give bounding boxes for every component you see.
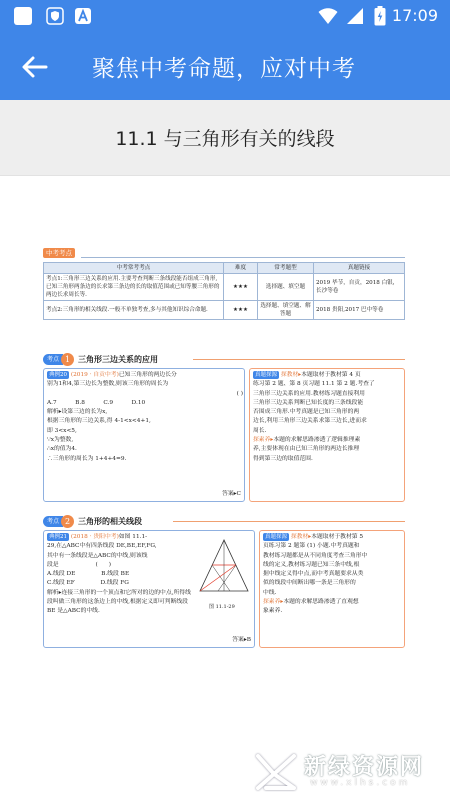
source-tag: 真题探源	[255, 372, 278, 378]
example-options: C.线段 EF D.线段 FG	[47, 580, 129, 587]
table-cell: 考点1:三角形三边关系的应用.主要考查判断三条线段能否组成三角形,已知三角形两条边的长求第三条边的长的取值范围或已知等腰三角形的两边长求周长等.	[44, 274, 224, 301]
section-header	[0, 100, 450, 176]
example-text-line: 段叫做三角形的这条边上的中线,根据定义即可判断线段	[47, 599, 188, 606]
divider	[173, 521, 405, 522]
table-cell: 选择题、填空题、解答题	[258, 301, 314, 320]
watermark	[254, 750, 432, 794]
example-source: (2018 · 贵阳中考)	[70, 534, 119, 540]
key-point-number: 1	[61, 353, 74, 366]
source-text-line: 页练习第 2 题第 (1) 小题.中考真题和	[263, 543, 360, 550]
source-text-line: 练习第 2 题、第 8 页习题 11.1 第 2 题.考查了	[253, 381, 375, 388]
table-cell: ★★★	[224, 301, 258, 320]
source-text-line: 边长,利用三角形三边关系求第三边长,进而求	[253, 418, 367, 425]
source-text-line: 本题取材于教材第 5	[311, 534, 364, 540]
divider	[81, 257, 405, 258]
key-point-badge: 考点	[43, 516, 63, 527]
source-text-line: 本题取材于教材第 4 页	[301, 372, 361, 378]
example-text-line: ( )	[236, 390, 243, 397]
status-time: 17:09	[391, 6, 438, 25]
status-bar	[0, 0, 450, 32]
source-text-line: 据中线定义得中点,而中考真题要求从类	[263, 571, 364, 578]
source-text-line: 三角形三边关系的应用.教材练习题直接利用	[253, 390, 365, 397]
table-row	[44, 274, 405, 301]
key-point-title: 三角形的相关线段	[78, 515, 143, 526]
example-answer: 答案▸B	[232, 637, 251, 643]
literacy-text-line: 得到第三边的取值范围.	[253, 455, 313, 462]
example-options: A.线段 DE B.线段 BE	[47, 571, 130, 578]
example-text-line: 即 3<x<5,	[47, 427, 77, 434]
wifi-icon	[318, 7, 338, 25]
example-text-line: 已知三角形的两边长分	[118, 372, 177, 378]
source-text-line: 教材练习题都是从不同角度考查三角形中	[263, 552, 368, 559]
source-text-line: 否围成三角形.中考真题是已知三角形的两	[253, 409, 360, 416]
divider	[193, 359, 405, 360]
back-arrow-icon[interactable]	[18, 50, 52, 84]
signal-icon	[346, 8, 364, 24]
key-point-badge: 考点	[43, 354, 63, 365]
example-text-line: ∵x为整数,	[47, 437, 74, 444]
table-cell: 选择题、填空题	[258, 274, 314, 301]
example-text-line: 根据三角形的三边关系,得 4-1<x<4+1,	[47, 418, 151, 425]
table-cell: 2018 贵阳,2017 巴中等卷	[314, 301, 405, 320]
app-notification-icon	[14, 7, 32, 25]
example-tag: 典例21	[49, 534, 67, 540]
figure-caption: 图 11.1-29	[209, 604, 235, 610]
literacy-tag: 探素养▸	[263, 599, 284, 606]
source-subtag: 探教材▸	[290, 534, 312, 540]
example-text-line: 别为1和4,第三边长为整数,则该三角形的周长为	[47, 381, 169, 388]
table-cell: ★★★	[224, 274, 258, 301]
source-box-2	[259, 530, 405, 648]
table-header: 常考题型	[258, 263, 314, 274]
example-text-line: 如图 11.1-	[118, 534, 148, 540]
example-20-box	[43, 368, 245, 502]
key-point-2-header	[43, 514, 142, 528]
key-point-title: 三角形三边关系的应用	[78, 353, 159, 364]
watermark-name: 新绿资源网	[304, 755, 425, 780]
site-logo-icon	[254, 752, 298, 792]
source-text-line: 似的线段中间断出哪一条是三角形的	[263, 580, 356, 587]
source-box-1	[249, 368, 405, 502]
example-text-line: 段是 ( )	[47, 561, 112, 568]
literacy-text-line: 象素养.	[263, 608, 283, 615]
literacy-text-line: 本题的求解思路渗透了直观想	[283, 599, 359, 606]
table-header: 中考常考考点	[44, 263, 224, 274]
exam-points-tag: 中考考点	[43, 248, 75, 258]
triangle-figure	[196, 537, 252, 599]
literacy-text-line: 本题的求解思路渗透了逻辑推理素	[273, 437, 361, 444]
source-text-line: 线的定义,教材练习题已知三条中线,根	[263, 561, 360, 568]
example-source: (2019 · 自贡中考)	[70, 372, 119, 378]
example-text-line: 解析▸连接三角形的一个顶点和它所对的边的中点,所得线	[47, 589, 191, 596]
example-21-box	[43, 530, 255, 648]
example-text-line: BE 是△ABC的中线.	[47, 608, 100, 615]
source-text-line: 三角形三边关系判断已知长度的三条线段能	[253, 399, 364, 406]
table-row	[44, 301, 405, 320]
source-tag: 真题探源	[265, 534, 288, 540]
literacy-text-line: 养,主要体现在由已知三角形的两边长推理	[253, 446, 360, 453]
exam-points-table	[43, 262, 405, 320]
app-bar	[0, 32, 450, 100]
example-text-line: 其中有一条线段是△ABC的中线,则该线	[47, 552, 148, 559]
key-point-number: 2	[61, 515, 74, 528]
shield-icon	[46, 7, 64, 25]
example-options: A.7 B.8 C.9 D.10	[47, 399, 146, 406]
example-text-line: ∴三角形的周长为 1+4+4=9.	[47, 455, 127, 462]
source-subtag: 探教材▸	[280, 372, 302, 378]
watermark-url: www.xlhs.com	[310, 778, 411, 788]
example-tag: 典例20	[49, 372, 67, 378]
table-header: 难度	[224, 263, 258, 274]
source-text-line: 中线.	[263, 589, 277, 596]
textbook-page-image[interactable]	[43, 248, 405, 650]
literacy-tag: 探素养▸	[253, 437, 274, 444]
source-text-line: 周长.	[253, 427, 267, 434]
page-title: 聚焦中考命题，应对中考	[92, 56, 356, 82]
key-point-1-header	[43, 352, 158, 366]
section-title: 11.1 与三角形有关的线段	[115, 128, 335, 150]
a-app-icon	[74, 7, 92, 25]
content-area[interactable]	[0, 176, 450, 696]
table-header: 真题链接	[314, 263, 405, 274]
example-text-line: 解析▸设第三边的长为x,	[47, 409, 108, 416]
battery-icon	[374, 6, 386, 26]
table-cell: 考点2:三角形的相关线段.一般不单独考查,多与其他知识综合命题.	[44, 301, 224, 320]
example-text-line: 29,在△ABC中有四条线段 DE,BE,EF,FG,	[47, 543, 157, 550]
example-text-line: ∴x的值为4.	[47, 446, 77, 453]
example-answer: 答案▸C	[222, 491, 241, 497]
table-cell: 2019 毕节，自贡，2018 白银，长沙等卷	[314, 274, 405, 301]
